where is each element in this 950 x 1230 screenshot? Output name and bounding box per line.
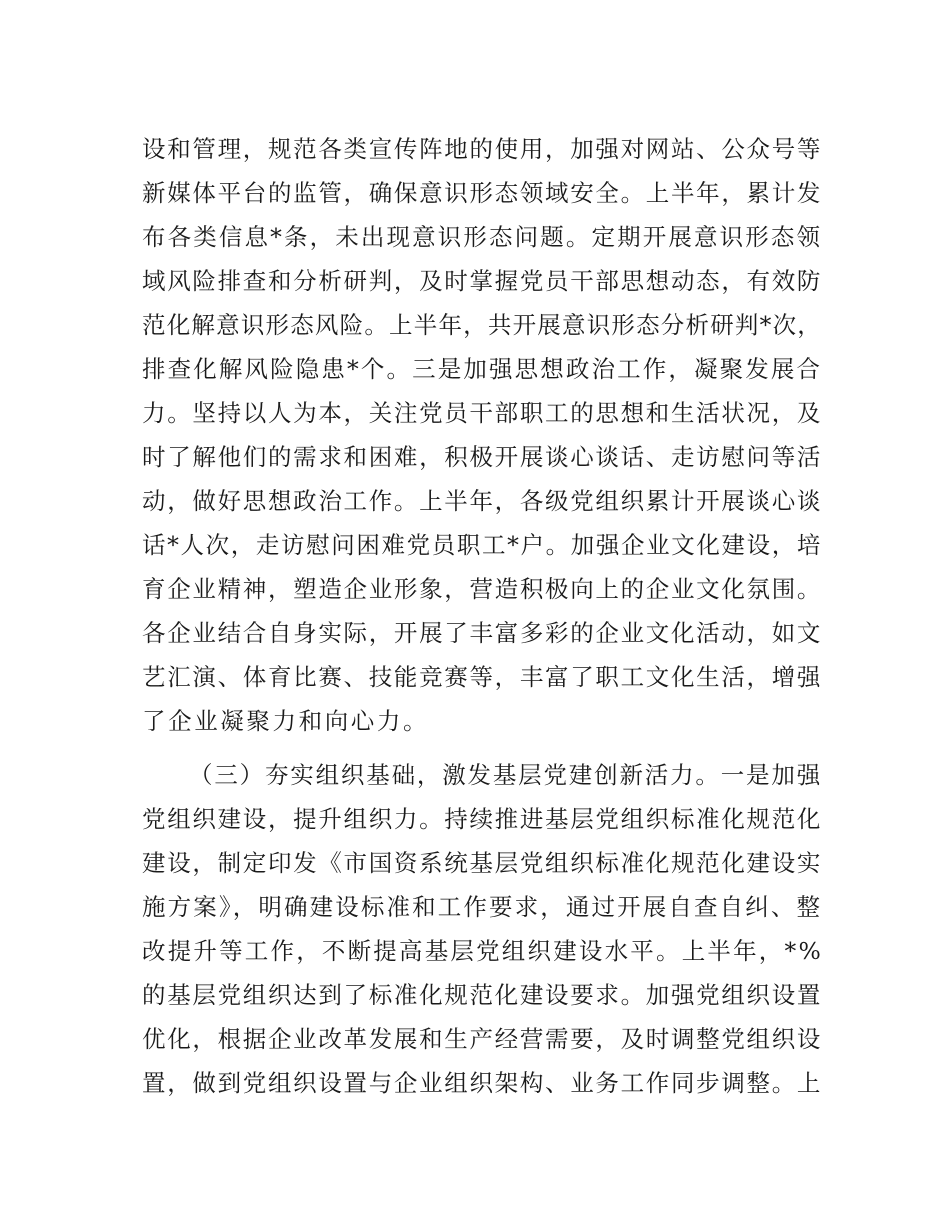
text-line: 施方案》，明确建设标准和工作要求，通过开展自查自纠、整 [142, 893, 822, 921]
text-line: 育企业精神，塑造企业形象，营造积极向上的企业文化氛围。 [142, 575, 822, 603]
text-line: 力。坚持以人为本，关注党员干部职工的思想和生活状况，及 [142, 399, 822, 427]
text-line: 话*人次，走访慰问困难党员职工*户。加强企业文化建设，培 [142, 531, 822, 559]
text-line: 布各类信息*条，未出现意识形态问题。定期开展意识形态领 [142, 223, 822, 251]
text-line: 各企业结合自身实际，开展了丰富多彩的企业文化活动，如文 [142, 619, 822, 647]
text-line-paragraph-end: 了企业凝聚力和向心力。 [142, 707, 430, 735]
text-line: 的基层党组织达到了标准化规范化建设要求。加强党组织设置 [142, 981, 822, 1009]
text-line: 党组织建设，提升组织力。持续推进基层党组织标准化规范化 [142, 805, 822, 833]
section-heading-line: （三）夯实组织基础，激发基层党建创新活力。一是加强 [189, 761, 822, 789]
text-line: 新媒体平台的监管，确保意识形态领域安全。上半年，累计发 [142, 179, 822, 207]
text-line: 设和管理，规范各类宣传阵地的使用，加强对网站、公众号等 [142, 135, 822, 163]
text-line: 艺汇演、体育比赛、技能竞赛等，丰富了职工文化生活，增强 [142, 663, 822, 691]
text-line: 改提升等工作，不断提高基层党组织建设水平。上半年，*% [142, 937, 823, 965]
text-line: 范化解意识形态风险。上半年，共开展意识形态分析研判*次， [142, 311, 822, 339]
text-line: 域风险排查和分析研判，及时掌握党员干部思想动态，有效防 [142, 267, 822, 295]
text-line: 优化，根据企业改革发展和生产经营需要，及时调整党组织设 [142, 1025, 822, 1053]
text-line: 置，做到党组织设置与企业组织架构、业务工作同步调整。上 [142, 1069, 822, 1097]
text-line: 动，做好思想政治工作。上半年，各级党组织累计开展谈心谈 [142, 487, 822, 515]
text-line: 建设，制定印发《市国资系统基层党组织标准化规范化建设实 [142, 849, 822, 877]
text-line: 排查化解风险隐患*个。三是加强思想政治工作，凝聚发展合 [142, 355, 822, 383]
text-line: 时了解他们的需求和困难，积极开展谈心谈话、走访慰问等活 [142, 443, 822, 471]
